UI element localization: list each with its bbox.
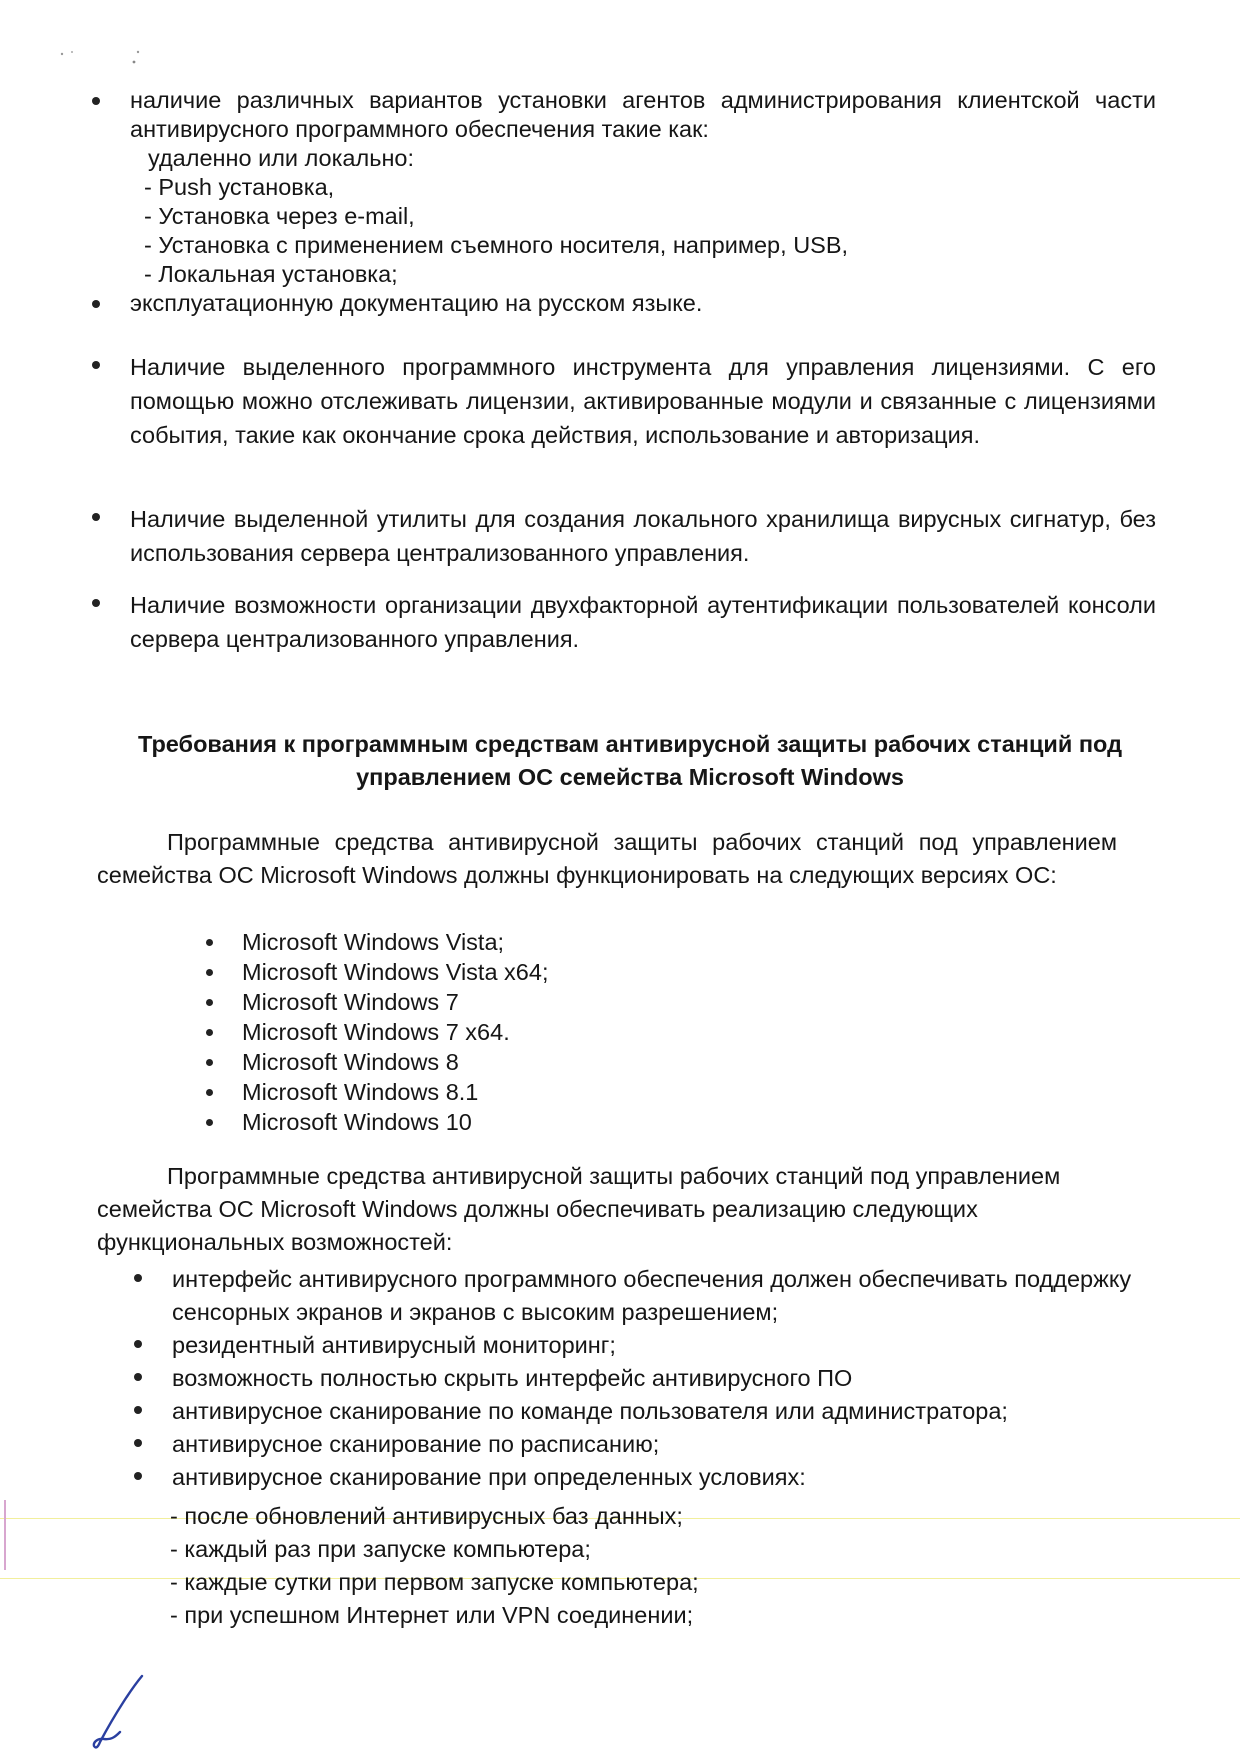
scan-edge-mark (4, 1500, 6, 1570)
list-item-text: Наличие выделенного программного инструмента для управления лицензиями. С его помощью можно отслеживать лицензии, активированные модули и связанные с лицензиями события, такие как окончание срока действия, использование и авторизация. (130, 354, 1156, 448)
list-item: - Установка с применением съемного носителя, например, USB, (144, 232, 849, 258)
list-item: Microsoft Windows 10 (206, 1107, 548, 1137)
list-item-text: резидентный антивирусный мониторинг; (172, 1332, 616, 1358)
list-item-text: антивирусное сканирование при определенных условиях: (172, 1464, 806, 1490)
list-item: - каждые сутки при первом запуске компьютера; (170, 1569, 699, 1595)
list-item: - Push установка, (144, 174, 335, 200)
list-subheading: удаленно или локально: (148, 145, 415, 171)
list-item-text: антивирусное сканирование по команде пользователя или администратора; (172, 1398, 1008, 1424)
list-item: - при успешном Интернет или VPN соединении; (170, 1602, 694, 1628)
list-item: Microsoft Windows 8.1 (206, 1077, 548, 1107)
top-bullet-list (92, 86, 1156, 318)
list-item (134, 1428, 1134, 1461)
list-item-text: антивирусное сканирование по расписанию; (172, 1431, 660, 1457)
features-intro-paragraph: Программные средства антивирусной защиты рабочих станций под управлением семейства ОС Microsoft Windows должны обеспечивать реализацию следующих функциональных возможностей: (97, 1163, 1061, 1255)
list-item (92, 350, 1156, 452)
list-item (134, 1395, 1134, 1428)
scan-speck-icon (58, 46, 168, 76)
install-options (92, 173, 1156, 289)
os-version-list (206, 927, 548, 1137)
list-item: Microsoft Windows 7 x64. (206, 1017, 548, 1047)
os-intro-paragraph: Программные средства антивирусной защиты рабочих станций под управлением семейства ОС Microsoft Windows должны функционировать на следующих версиях ОС: (97, 829, 1117, 888)
list-item: - Локальная установка; (144, 261, 398, 287)
list-item-text: эксплуатационную документацию на русском языке. (130, 290, 703, 316)
list-item-text: Наличие возможности организации двухфакторной аутентификации пользователей консоли сервера централизованного управления. (130, 592, 1156, 652)
list-item-text: наличие различных вариантов установки агентов администрирования клиентской части антивирусного программного обеспечения такие как: (130, 87, 1156, 142)
list-item: Microsoft Windows Vista; (206, 927, 548, 957)
section-heading (100, 728, 1160, 794)
list-item (134, 1461, 1134, 1494)
list-item-text: возможность полностью скрыть интерфейс антивирусного ПО (172, 1365, 853, 1391)
list-item: Microsoft Windows Vista x64; (206, 957, 548, 987)
list-item: - Установка через e-mail, (144, 203, 415, 229)
two-factor-item (92, 588, 1156, 656)
signature-icon (86, 1672, 156, 1752)
feature-list (134, 1263, 1134, 1494)
list-item-text: Наличие выделенной утилиты для создания локального хранилища вирусных сигнатур, без использования сервера централизованного управления. (130, 506, 1156, 566)
list-item (134, 1362, 1134, 1395)
list-item: - после обновлений антивирусных баз данных; (170, 1503, 683, 1529)
list-item-text: интерфейс антивирусного программного обеспечения должен обеспечивать поддержку сенсорных экранов и экранов с высоким разрешением; (172, 1266, 1132, 1325)
list-item (134, 1263, 1134, 1329)
list-item (92, 588, 1156, 656)
heading-line: Требования к программным средствам антивирусной защиты рабочих станций под (137, 731, 1122, 757)
signature-utility-item (92, 502, 1156, 570)
list-item (92, 289, 1156, 318)
list-item: Microsoft Windows 8 (206, 1047, 548, 1077)
heading-line: управлением ОС семейства Microsoft Windows (356, 764, 904, 790)
license-tool-item (92, 350, 1156, 452)
list-item (92, 86, 1156, 144)
list-item: Microsoft Windows 7 (206, 987, 548, 1017)
list-item (134, 1329, 1134, 1362)
list-item (92, 502, 1156, 570)
condition-list (170, 1500, 1070, 1632)
list-item: - каждый раз при запуске компьютера; (170, 1536, 591, 1562)
